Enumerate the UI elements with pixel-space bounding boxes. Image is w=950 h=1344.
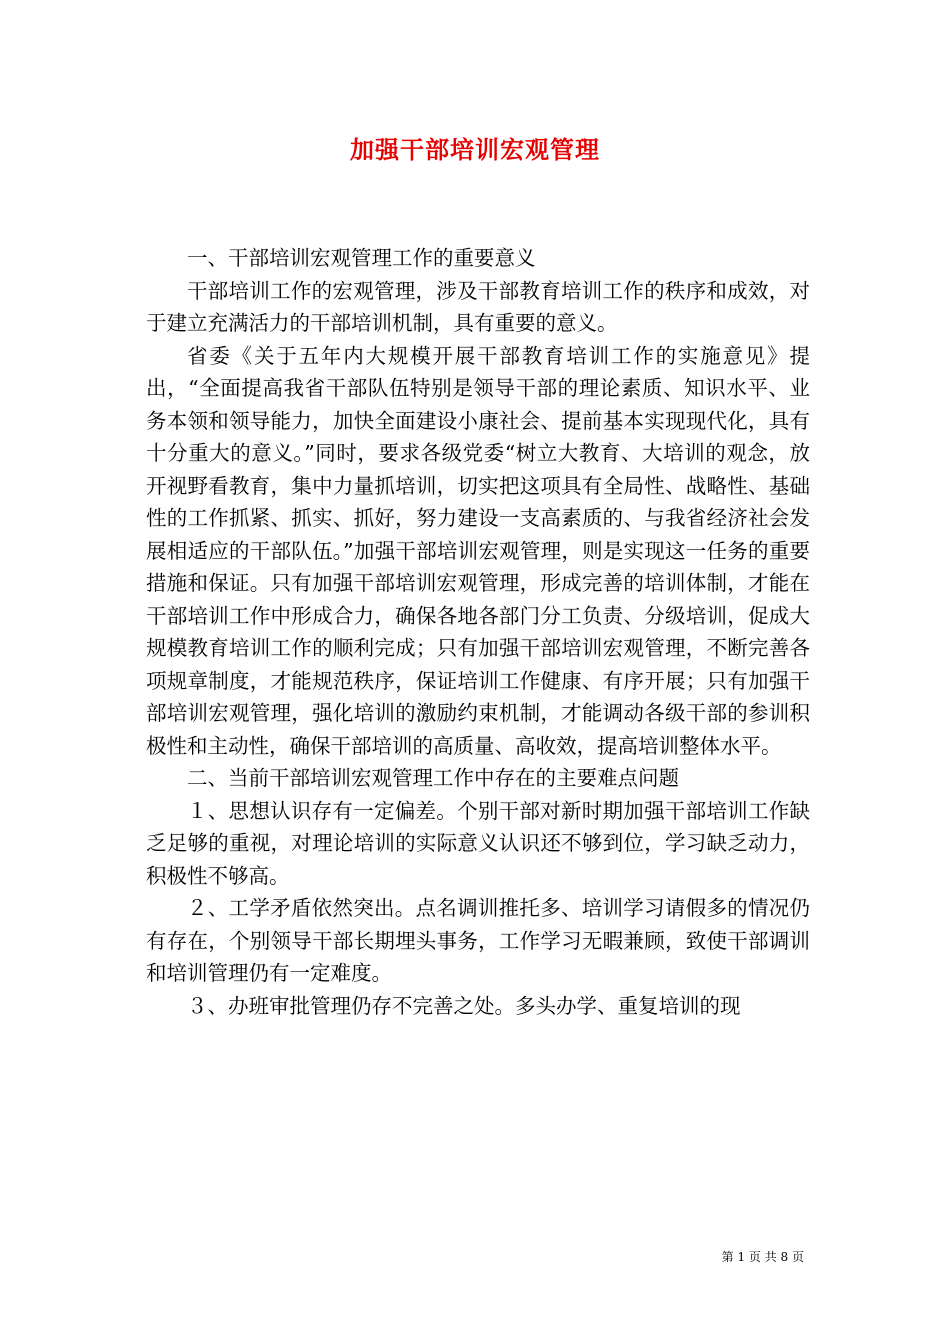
section-heading-2: 二、当前干部培训宏观管理工作中存在的主要难点问题 <box>187 766 679 790</box>
list-item: １、思想认识存有一定偏差。个别干部对新时期加强干部培训工作缺乏足够的重视，对理论培训的实际意义认识还不够到位，学习缺乏动力，积极性不够高。 <box>146 798 810 888</box>
list-item: ２、工学矛盾依然突出。点名调训推托多、培训学习请假多的情况仍有存在，个别领导干部长期埋头事务，工作学习无暇兼顾，致使干部调训和培训管理仍有一定难度。 <box>146 896 810 985</box>
page-number: 第 1 页 共 8 页 <box>721 1250 804 1264</box>
paragraph: 省委《关于五年内大规模开展干部教育培训工作的实施意见》提出，“全面提高我省干部队伍特别是领导干部的理论素质、知识水平、业务本领和领导能力，加快全面建设小康社会、提前基本实现现代化，具有十分重大的意义。”同时，要求各级党委“树立大教育、大培训的观念，放开视野看教育，集中力量抓培训，切实把这项具有全局性、战略性、基础性的工作抓紧、抓实、抓好，努力建设一支高素质的、与我省经济社会发展相适应的干部队伍。”加强干部培训宏观管理，则是实现这一任务的重要措施和保证。只有加强干部培训宏观管理，形成完善的培训体制，才能在干部培训工作中形成合力，确保各地各部门分工负责、分级培训，促成大规模教育培训工作的顺利完成；只有加强干部培训宏观管理，不断完善各项规章制度，才能规范秩序，保证培训工作健康、有序开展；只有加强干部培训宏观管理，强化培训的激励约束机制，才能调动各级干部的参训积极性和主动性，确保干部培训的高质量、高收效，提高培训整体水平。 <box>146 343 810 758</box>
list-item: ３、办班审批管理仍存不完善之处。多头办学、重复培训的现 <box>187 993 741 1018</box>
paragraph: 干部培训工作的宏观管理，涉及干部教育培训工作的秩序和成效，对于建立充满活力的干部培训机制，具有重要的意义。 <box>146 278 810 335</box>
document-title: 加强干部培训宏观管理 <box>350 135 600 164</box>
document-body <box>146 242 810 1022</box>
section-heading-1: 一、干部培训宏观管理工作的重要意义 <box>187 246 536 270</box>
